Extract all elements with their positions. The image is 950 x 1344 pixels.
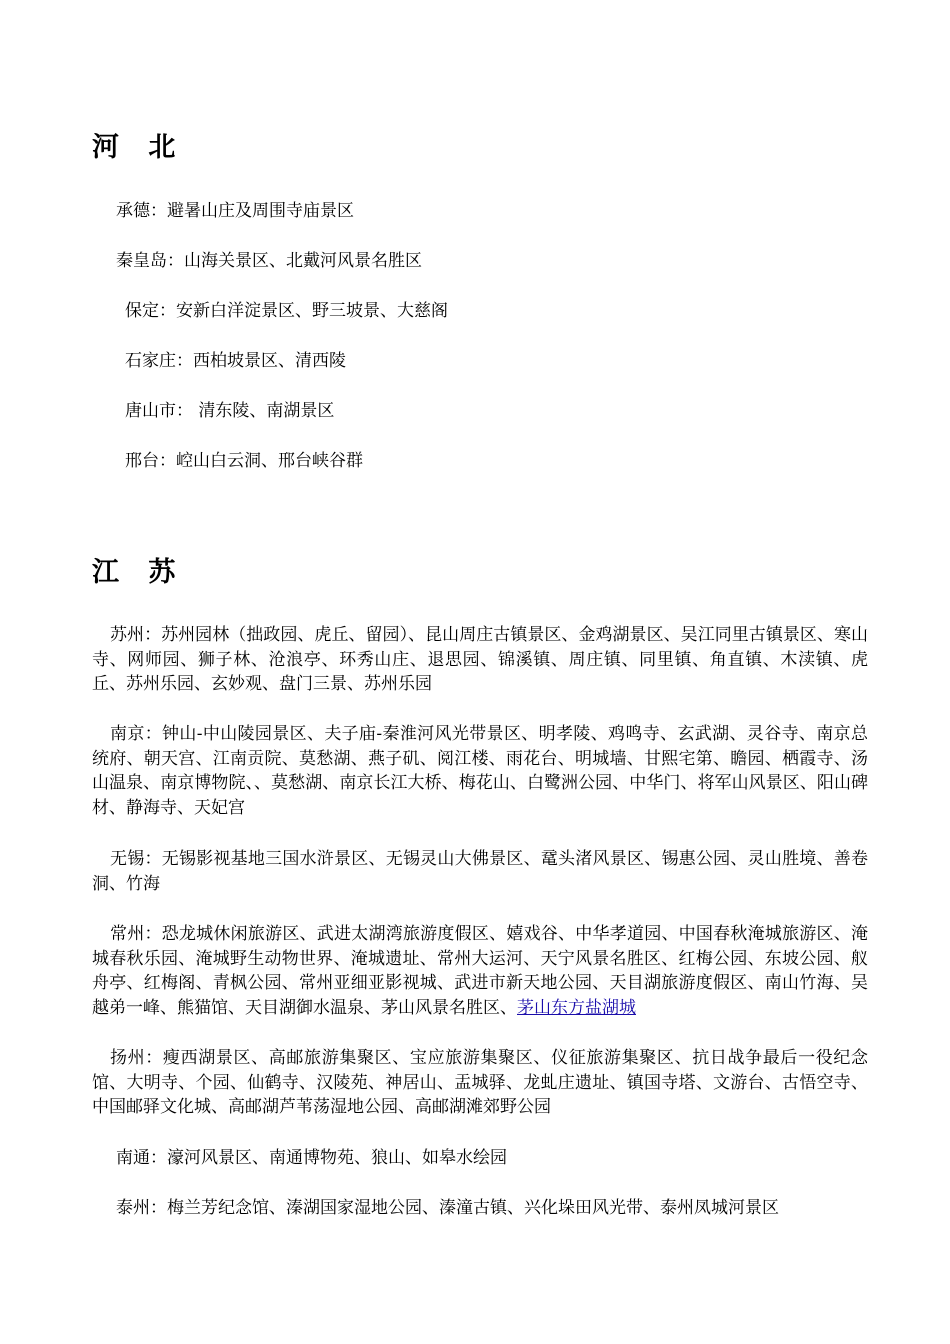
hebei-chengde-line: 承德：避暑山庄及周围寺庙景区 bbox=[116, 201, 354, 221]
hebei-xingtai-line: 邢台：崆山白云洞、邢台峡谷群 bbox=[125, 451, 363, 471]
changzhou-text: 常州：恐龙城休闲旅游区、武进太湖湾旅游度假区、嬉戏谷、中华孝道园、中国春秋淹城旅游区、淹城春秋乐园、淹城野生动物世界、淹城遗址、常州大运河、天宁风景名胜区、红梅公园、东坡公园、舣舟亭、红梅阁、青枫公园、常州亚细亚影视城、武进市新天地公园、天目湖旅游度假区、南山竹海、吴越弟一峰、熊猫馆、天目湖御水温泉、茅山风景名胜区、 bbox=[92, 924, 868, 1018]
jiangsu-yangzhou-paragraph: 扬州：瘦西湖景区、高邮旅游集聚区、宝应旅游集聚区、仪征旅游集聚区、抗日战争最后一役纪念馆、大明寺、个园、仙鹤寺、汉陵苑、神居山、盂城驿、龙虬庄遗址、镇国寺塔、文游台、古悟空寺、中国邮驿文化城、高邮湖芦苇荡湿地公园、高邮湖滩郊野公园 bbox=[92, 1048, 868, 1117]
heading-jiangsu: 江 苏 bbox=[92, 557, 186, 588]
hebei-shijiazhuang-line: 石家庄：西柏坡景区、清西陵 bbox=[125, 351, 346, 371]
jiangsu-wuxi-paragraph: 无锡：无锡影视基地三国水浒景区、无锡灵山大佛景区、鼋头渚风景区、锡惠公园、灵山胜境、善卷洞、竹海 bbox=[92, 849, 868, 894]
jiangsu-changzhou-paragraph bbox=[92, 922, 868, 1020]
maoshan-salt-lake-link[interactable]: 茅山东方盐湖城 bbox=[517, 997, 636, 1018]
jiangsu-nanjing-paragraph: 南京：钟山-中山陵园景区、夫子庙-秦淮河风光带景区、明孝陵、鸡鸣寺、玄武湖、灵谷寺、南京总统府、朝天宫、江南贡院、莫愁湖、燕子矶、阅江楼、雨花台、明城墙、甘熙宅第、瞻园、栖霞寺、汤山温泉、南京博物院、、莫愁湖、南京长江大桥、梅花山、白鹭洲公园、中华门、将军山风景区、阳山碑材、静海寺、天妃宫 bbox=[92, 724, 868, 818]
heading-hebei: 河 北 bbox=[92, 132, 186, 163]
jiangsu-suzhou-paragraph: 苏州：苏州园林（拙政园、虎丘、留园）、昆山周庄古镇景区、金鸡湖景区、吴江同里古镇景区、寒山寺、网师园、狮子林、沧浪亭、环秀山庄、退思园、锦溪镇、周庄镇、同里镇、角直镇、木渎镇、虎丘、苏州乐园、玄妙观、盘门三景、苏州乐园 bbox=[92, 625, 868, 694]
jiangsu-taizhou-line: 泰州：梅兰芳纪念馆、溱湖国家湿地公园、溱潼古镇、兴化垛田风光带、泰州凤城河景区 bbox=[116, 1198, 779, 1218]
jiangsu-nantong-line: 南通：濠河风景区、南通博物苑、狼山、如皋水绘园 bbox=[116, 1148, 507, 1168]
hebei-qinhuangdao-line: 秦皇岛：山海关景区、北戴河风景名胜区 bbox=[116, 251, 422, 271]
hebei-baoding-line: 保定：安新白洋淀景区、野三坡景、大慈阁 bbox=[125, 301, 448, 321]
hebei-tangshan-line: 唐山市： 清东陵、南湖景区 bbox=[125, 401, 335, 421]
